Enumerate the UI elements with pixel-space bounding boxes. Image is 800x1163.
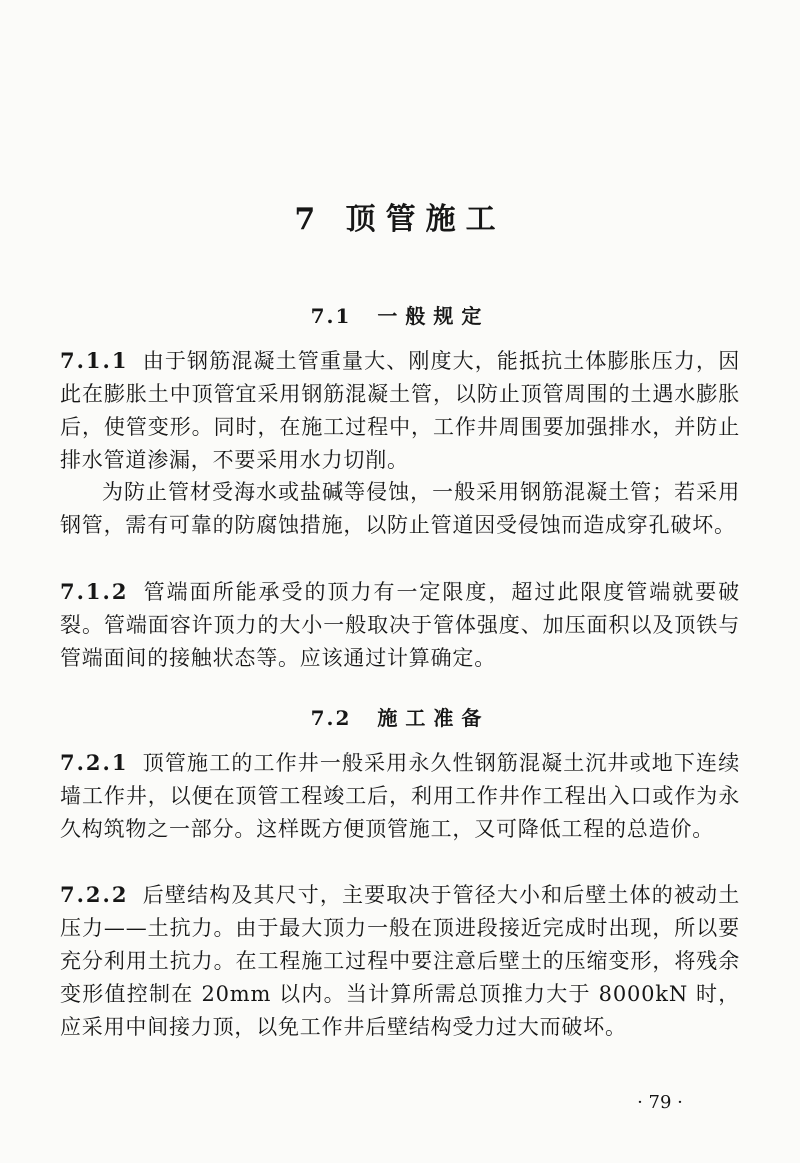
clause-text: 为防止管材受海水或盐碱等侵蚀，一般采用钢筋混凝土管；若采用钢管，需有可靠的防腐蚀措施，以防止管道因受侵蚀而造成穿孔破坏。 (60, 480, 740, 537)
clause-7-1-1 (60, 344, 740, 477)
page-number: · 79 · (637, 1092, 683, 1113)
chapter-number: 7 (294, 202, 326, 237)
section-title-text: 施工准备 (377, 706, 490, 730)
clause-number: 7.2.1 (60, 750, 129, 775)
section-number: 7.2 (310, 706, 352, 730)
clause-text: 后壁结构及其尺寸，主要取决于管径大小和后壁土体的被动土压力——土抗力。由于最大顶力一般在顶进段接近完成时出现，所以要充分利用土抗力。在工程施工过程中要注意后壁土的压缩变形，将残余变形值控制在 20mm 以内。当计算所需总顶推力大于 8000kN 时，应采用中间接力顶，以免工作井后壁结构受力过大而破坏。 (60, 883, 740, 1039)
clause-text: 管端面所能承受的顶力有一定限度，超过此限度管端就要破裂。管端面容许顶力的大小一般取决于管体强度、加压面积以及顶铁与管端面间的接触状态等。应该通过计算确定。 (60, 580, 740, 670)
section-title-text: 一般规定 (377, 304, 490, 328)
clause-text: 顶管施工的工作井一般采用永久性钢筋混凝土沉井或地下连续墙工作井，以便在顶管工程竣工后，利用工作井作工程出入口或作为永久构筑物之一部分。这样既方便顶管施工，又可降低工程的总造价。 (60, 751, 740, 841)
section-number: 7.1 (310, 304, 352, 328)
clause-7-2-1 (60, 746, 740, 846)
chapter-title-text: 顶管施工 (345, 202, 506, 237)
clause-7-2-2 (60, 878, 740, 1044)
clause-text: 由于钢筋混凝土管重量大、刚度大，能抵抗土体膨胀压力，因此在膨胀土中顶管宜采用钢筋混凝土管，以防止顶管周围的土遇水膨胀后，使管变形。同时，在施工过程中，工作井周围要加强排水，并防止排水管道渗漏，不要采用水力切削。 (60, 349, 740, 472)
section-title-7-1 (0, 300, 800, 329)
chapter-title (0, 194, 800, 238)
clause-7-1-1-paragraph-2 (60, 476, 740, 542)
clause-number: 7.1.2 (60, 579, 129, 604)
clause-7-1-2 (60, 575, 740, 675)
clause-number: 7.2.2 (60, 882, 129, 907)
section-title-7-2 (0, 702, 800, 731)
clause-number: 7.1.1 (60, 348, 129, 373)
